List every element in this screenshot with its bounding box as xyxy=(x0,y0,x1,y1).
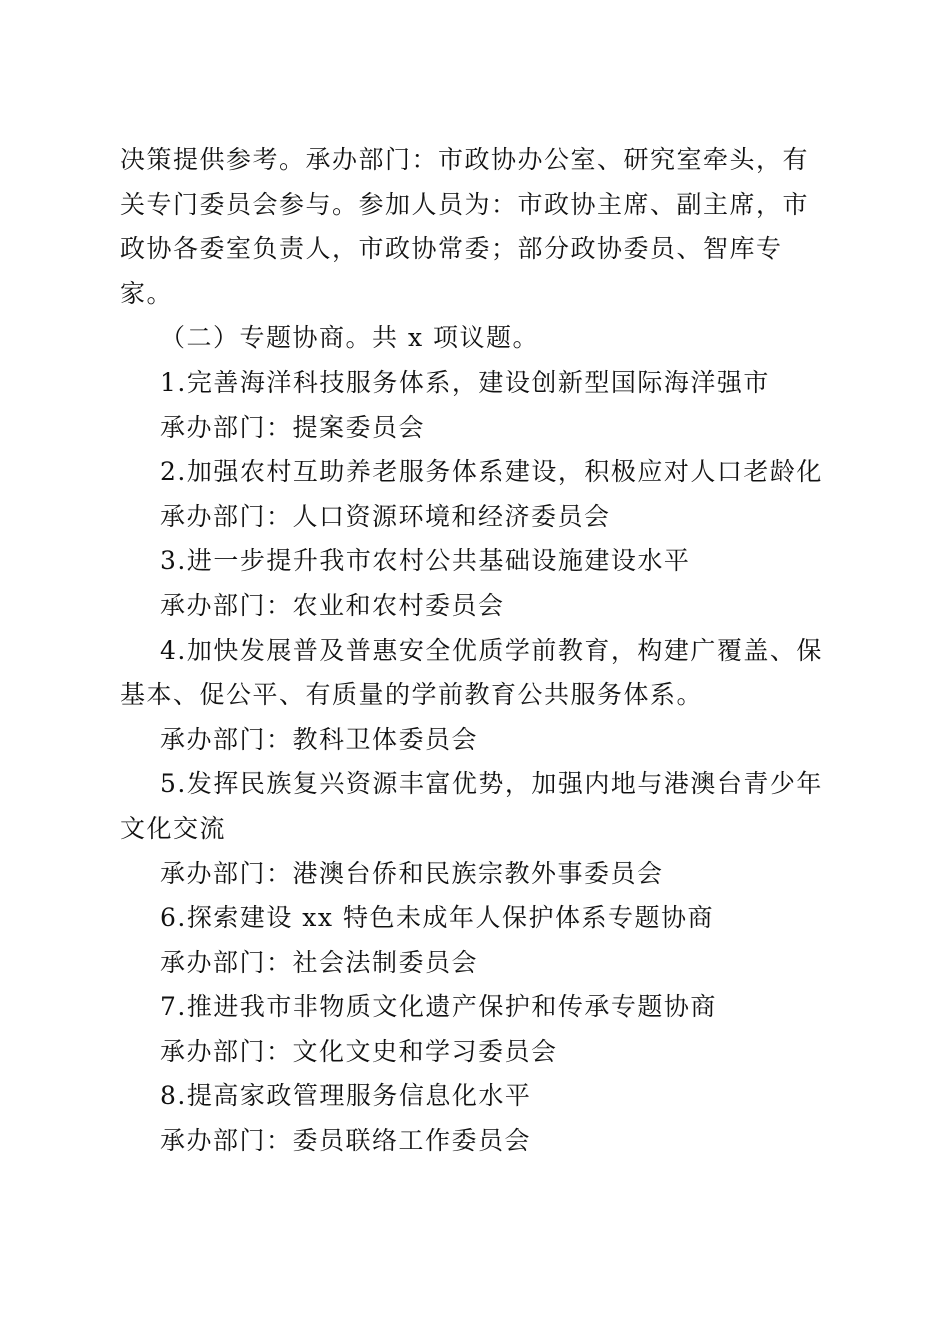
topic-title: 3.进一步提升我市农村公共基础设施建设水平 xyxy=(160,546,691,576)
topic-department: 承办部门：文化文史和学习委员会 xyxy=(160,1036,558,1066)
topic-department: 承办部门：农业和农村委员会 xyxy=(160,590,505,620)
topic-department: 承办部门：提案委员会 xyxy=(160,412,426,442)
topic-department: 承办部门：教科卫体委员会 xyxy=(160,724,479,754)
topic-title: 8.提高家政管理服务信息化水平 xyxy=(160,1081,532,1111)
topic-department: 承办部门：港澳台侨和民族宗教外事委员会 xyxy=(160,858,664,888)
topic-title: 7.推进我市非物质文化遗产保护和传承专题协商 xyxy=(160,992,717,1022)
topic-title: 5.发挥民族复兴资源丰富优势，加强内地与港澳台青少年文化交流 xyxy=(120,769,823,843)
topic-title: 4.加快发展普及普惠安全优质学前教育，构建广覆盖、保基本、促公平、有质量的学前教育公共服务体系。 xyxy=(120,635,823,710)
topic-title: 2.加强农村互助养老服务体系建设，积极应对人口老龄化 xyxy=(160,457,823,487)
intro-paragraph: 决策提供参考。承办部门：市政协办公室、研究室牵头，有关专门委员会参与。参加人员为：市政协主席、副主席，市政协各委室负责人，市政协常委；部分政协委员、智库专家。 xyxy=(120,145,810,308)
topic-department: 承办部门：人口资源环境和经济委员会 xyxy=(160,501,611,531)
topic-department: 承办部门：委员联络工作委员会 xyxy=(160,1126,532,1156)
document-body xyxy=(120,138,832,1164)
section-heading: （二）专题协商。共 x 项议题。 xyxy=(160,323,539,353)
topic-title: 6.探索建设 xx 特色未成年人保护体系专题协商 xyxy=(160,903,714,933)
topic-department: 承办部门：社会法制委员会 xyxy=(160,947,479,977)
topic-title: 1.完善海洋科技服务体系，建设创新型国际海洋强市 xyxy=(160,367,770,397)
